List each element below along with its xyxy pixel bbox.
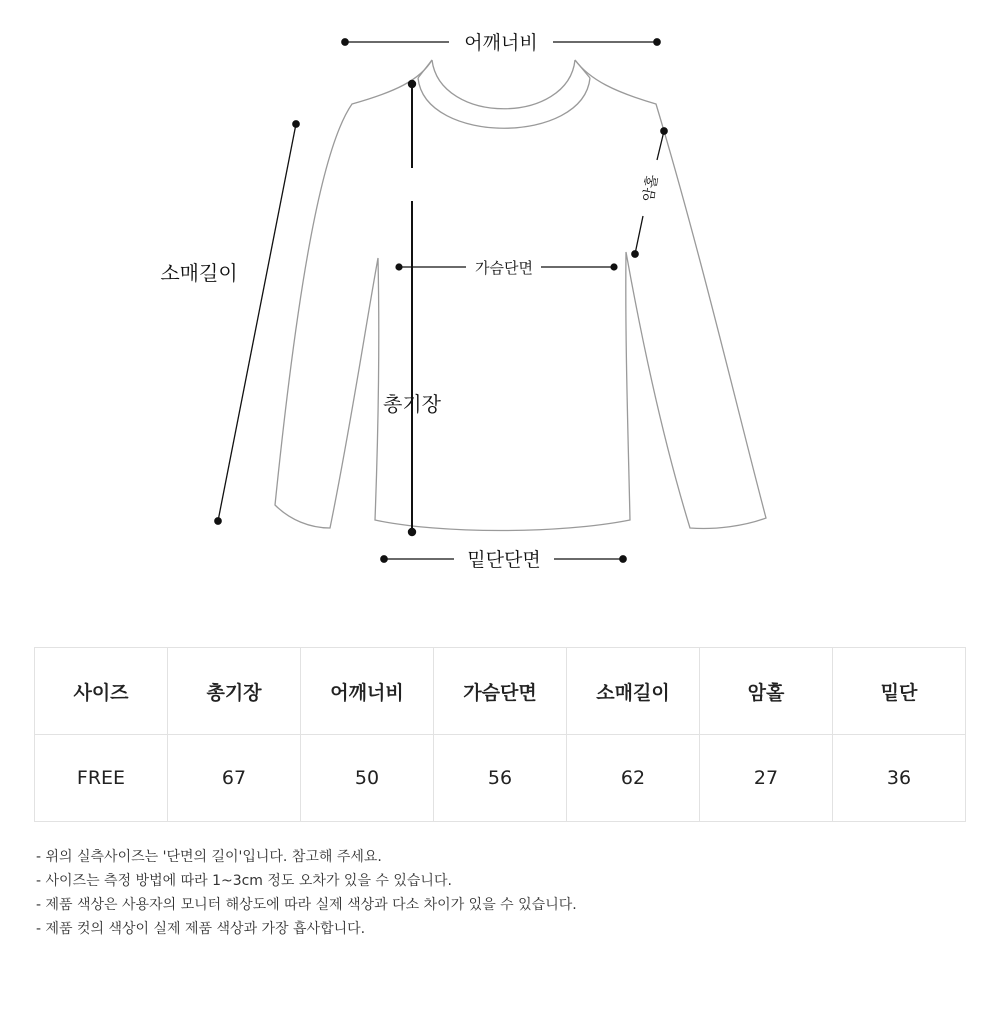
cell-hem: 36 [833, 735, 966, 822]
size-notes [36, 845, 966, 941]
hem-label: 밑단단면 [467, 549, 541, 571]
header-chest: 가슴단면 [434, 648, 567, 735]
header-hem: 밑단 [833, 648, 966, 735]
cell-sleeve: 62 [567, 735, 700, 822]
note-item: - 사이즈는 측정 방법에 따라 1~3cm 정도 오차가 있을 수 있습니다. [36, 873, 452, 889]
cell-length: 67 [168, 735, 301, 822]
length-label: 총기장 [383, 392, 441, 416]
note-item: - 제품 컷의 색상이 실제 제품 색상과 가장 흡사합니다. [36, 921, 366, 937]
table-row [35, 735, 966, 822]
cell-armhole: 27 [700, 735, 833, 822]
note-item: - 제품 색상은 사용자의 모니터 해상도에 따라 실제 색상과 다소 차이가 있을 수 있습니다. [36, 897, 577, 913]
header-length: 총기장 [168, 648, 301, 735]
sleeve-measure [215, 121, 299, 524]
shoulder-label: 어깨너비 [464, 32, 538, 54]
header-shoulder: 어깨너비 [301, 648, 434, 735]
size-table [34, 647, 966, 822]
length-measure [409, 81, 415, 535]
cell-shoulder: 50 [301, 735, 434, 822]
garment-outline [275, 60, 766, 531]
header-sleeve: 소매길이 [567, 648, 700, 735]
cell-chest: 56 [434, 735, 567, 822]
header-armhole: 암홀 [700, 648, 833, 735]
sleeve-label: 소매길이 [160, 261, 238, 285]
note-item: - 위의 실측사이즈는 '단면의 길이'입니다. 참고해 주세요. [36, 849, 382, 865]
table-header-row [35, 648, 966, 735]
cell-size: FREE [35, 735, 168, 822]
header-size: 사이즈 [35, 648, 168, 735]
armhole-label: 암홀 [640, 173, 662, 204]
chest-label: 가슴단면 [475, 259, 533, 277]
